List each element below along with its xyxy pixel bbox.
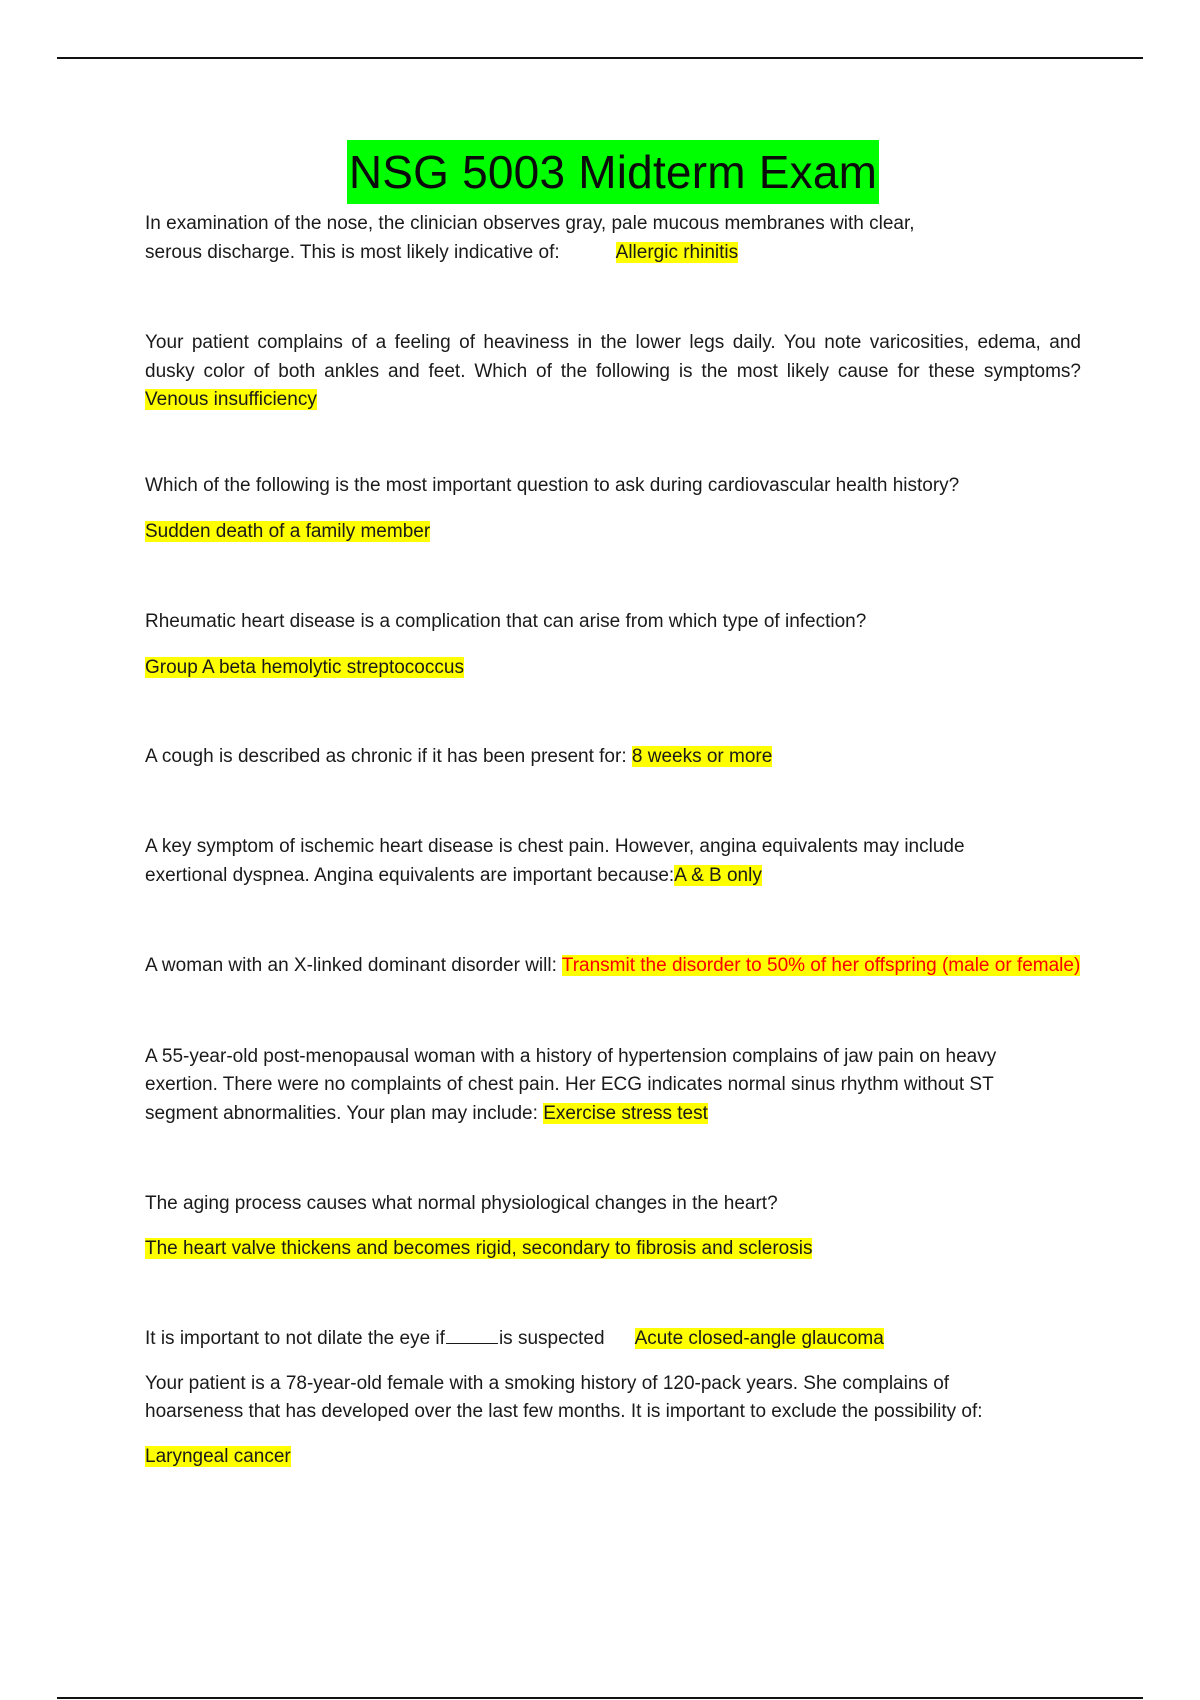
fill-in-blank [446,1325,498,1344]
question-4 [145,608,1081,637]
title-wrap [145,140,1081,204]
question-9-answer: The heart valve thickens and becomes rigid, secondary to fibrosis and sclerosis [145,1237,813,1259]
question-10-text-before: It is important to not dilate the eye if [145,1328,445,1349]
question-11-text-line1: Your patient is a 78-year-old female with a smoking history of 120-pack years. She complains of [145,1372,950,1394]
question-6-text-line1: A key symptom of ischemic heart disease is chest pain. However, angina equivalents may include [145,836,965,857]
question-7-text: A woman with an X-linked dominant disorder will: [145,955,557,976]
question-1-answer: Allergic rhinitis [615,241,739,263]
question-1-text-line2: serous discharge. This is most likely indicative of: [145,241,560,263]
question-3 [145,472,1081,501]
question-1 [145,210,1081,267]
question-8 [145,1043,1081,1129]
question-8-answer: Exercise stress test [543,1102,708,1124]
question-2 [145,329,1081,415]
question-7-answer: Transmit the disorder to 50% of her offspring (male or female) [561,955,1081,976]
question-3-answer-line [145,518,1081,547]
question-6 [145,833,1081,890]
question-6-text-line2: exertional dyspnea. Angina equivalents are important because: [145,864,675,886]
question-9 [145,1190,1081,1219]
question-4-answer: Group A beta hemolytic streptococcus [145,657,464,678]
question-5 [145,743,1081,772]
question-1-text-line1: In examination of the nose, the clinician observes gray, pale mucous membranes with clear, [145,213,915,234]
question-6-answer: A & B only [674,864,762,886]
question-10 [145,1325,1081,1354]
question-5-text: A cough is described as chronic if it has been present for: [145,745,627,767]
document-title: NSG 5003 Midterm Exam [347,140,879,204]
question-10-answer: Acute closed-angle glaucoma [634,1328,884,1349]
question-11-answer-line [145,1443,1081,1472]
question-4-answer-line [145,654,1081,683]
question-2-answer: Venous insufficiency [145,389,317,410]
question-11-text-line2: hoarseness that has developed over the last few months. It is important to exclude the possibility of: [145,1401,983,1422]
exam-content [145,140,1081,1471]
question-9-answer-line [145,1235,1081,1264]
question-2-text: Your patient complains of a feeling of heaviness in the lower legs daily. You note varicosities, edema, and dusky color of both ankles and feet. Which of the following is the most likely cause for these symptoms? [145,332,1081,382]
question-3-answer: Sudden death of a family member [145,521,431,542]
top-rule [57,57,1143,59]
question-3-text: Which of the following is the most important question to ask during cardiovascular health history? [145,474,960,496]
question-8-text-line1: A 55-year-old post-menopausal woman with a history of hypertension complains of jaw pain on heavy [145,1045,997,1067]
question-8-text-line2: exertion. There were no complaints of chest pain. Her ECG indicates normal sinus rhythm without ST [145,1074,994,1095]
question-7 [145,952,1081,981]
bottom-rule [57,1697,1143,1699]
question-11-answer: Laryngeal cancer [145,1445,291,1467]
question-4-text: Rheumatic heart disease is a complication that can arise from which type of infection? [145,610,867,632]
question-11 [145,1370,1081,1427]
question-8-text-line3: segment abnormalities. Your plan may include: [145,1102,538,1124]
question-5-answer: 8 weeks or more [631,745,773,767]
question-9-text: The aging process causes what normal physiological changes in the heart? [145,1193,778,1214]
question-10-text-after: is suspected [498,1328,605,1349]
